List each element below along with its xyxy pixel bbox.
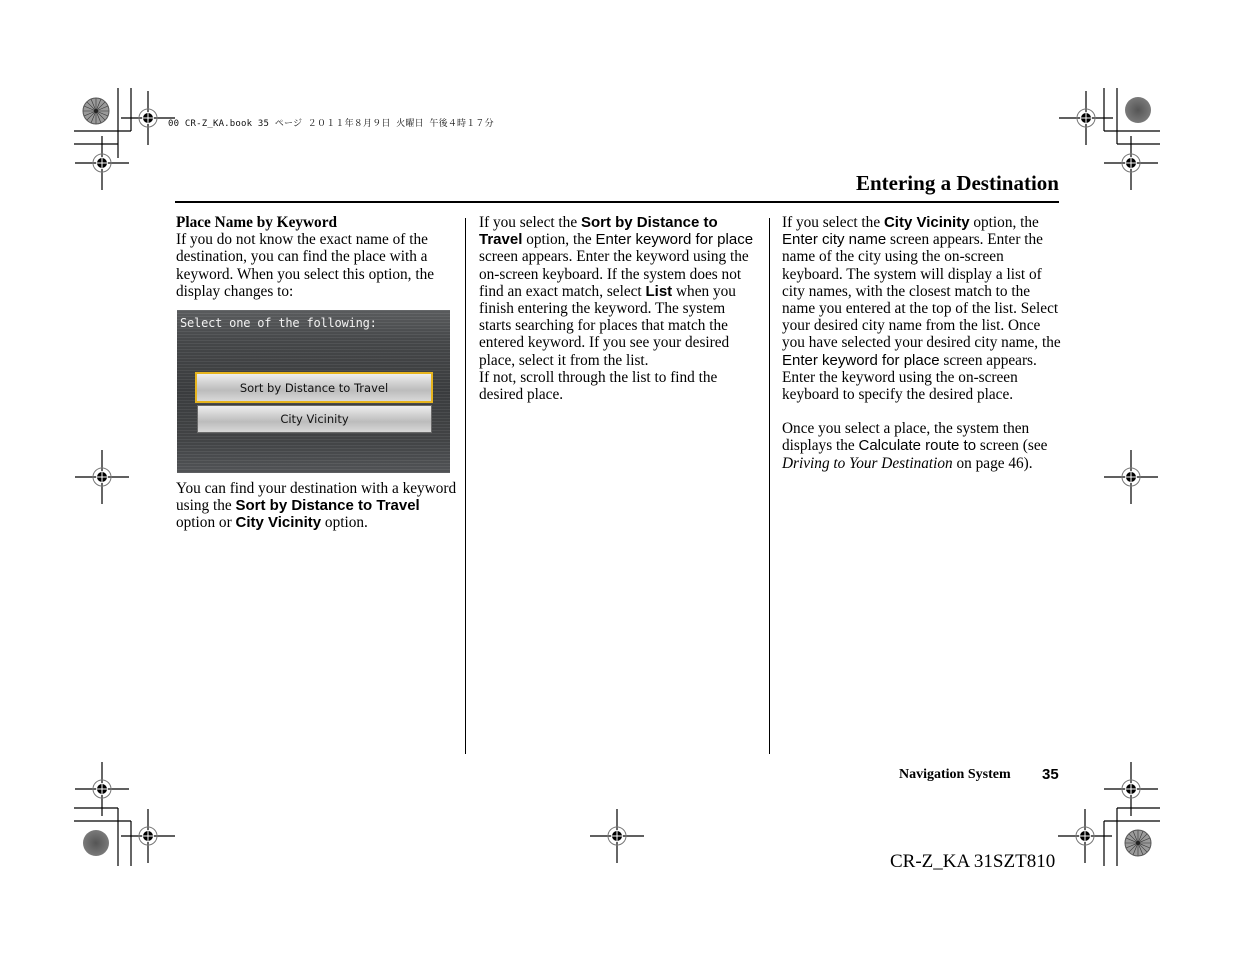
print-job-line: 00 CR-Z_KA.book 35 ページ ２０１１年８月９日 火曜日 午後４時１７分 <box>168 119 494 129</box>
term-sort-by-distance: Sort by Distance to Travel <box>235 497 420 515</box>
page-title: Entering a Destination <box>855 171 1059 195</box>
term-city-vicinity: City Vicinity <box>235 514 322 532</box>
side-mark-right <box>1104 450 1158 504</box>
corner-mark-top-right <box>1059 88 1160 190</box>
intro-paragraph: If you do not know the exact name of the destination, you can find the place with a keyword. When you select this option, the display changes to: <box>176 231 435 300</box>
city-vicinity-paragraph: If you select the City Vicinity option, the Enter city name screen appears. Enter the name of the city using the on-screen keyboard. The system will display a list of city names, with the closest match to the name you entered at the top of the list. Select your desired city name from the list. Once you have selected your desired city name, the Enter keyword for place screen appears. Enter the keyword using the on-screen keyboard to specify the desired place. <box>782 214 1061 404</box>
screen-prompt: Select one of the following: <box>180 316 377 330</box>
column-2 <box>479 214 759 403</box>
term-enter-keyword-screen: Enter keyword for place <box>782 351 940 369</box>
corner-mark-bottom-left <box>74 762 175 866</box>
term-calculate-route-screen: Calculate route to <box>858 437 977 455</box>
footer-section-label: Navigation System <box>899 767 1011 782</box>
column-divider-2 <box>769 218 770 754</box>
column-divider-1 <box>465 218 466 754</box>
nav-screen-illustration <box>177 310 450 473</box>
city-vicinity-option: City Vicinity <box>197 405 432 433</box>
sort-by-distance-paragraph: If you select the Sort by Distance to Travel option, the Enter keyword for place screen appears. Enter the keyword using the on-screen keyboard. If the system does not find an exact match, select List when you finish entering the keyword. The system starts searching for places that match the entered keyword. If you see your desired place, select it from the list. If not, scroll through the list to find the desired place. <box>479 214 754 404</box>
corner-mark-bottom-right <box>1058 762 1160 866</box>
side-mark-left <box>75 450 129 504</box>
corner-mark-top-left <box>74 88 175 190</box>
bottom-center-mark <box>590 809 644 863</box>
column-1-after-image <box>176 480 458 532</box>
document-code: CR-Z_KA 31SZT810 <box>890 851 1056 872</box>
section-heading: Place Name by Keyword <box>176 214 338 231</box>
page-number: 35 <box>1042 766 1059 783</box>
calculate-route-paragraph: Once you select a place, the system then displays the Calculate route to screen (see Driving to Your Destination on page 46). <box>782 420 1048 472</box>
title-rule <box>175 201 1059 203</box>
term-sort-by-distance: Sort by Distance to Travel <box>479 214 718 249</box>
term-enter-city-name-screen: Enter city name <box>782 231 887 249</box>
term-city-vicinity: City Vicinity <box>883 214 970 231</box>
sort-by-distance-option: Sort by Distance to Travel <box>195 372 433 403</box>
term-list: List <box>645 282 673 300</box>
cross-reference: Driving to Your Destination <box>782 454 953 472</box>
after-image-paragraph: You can find your destination with a keyword using the Sort by Distance to Travel option or City Vicinity option. <box>176 480 457 532</box>
term-enter-keyword-screen: Enter keyword for place <box>595 231 754 249</box>
column-3 <box>782 214 1062 472</box>
column-1 <box>176 214 458 300</box>
